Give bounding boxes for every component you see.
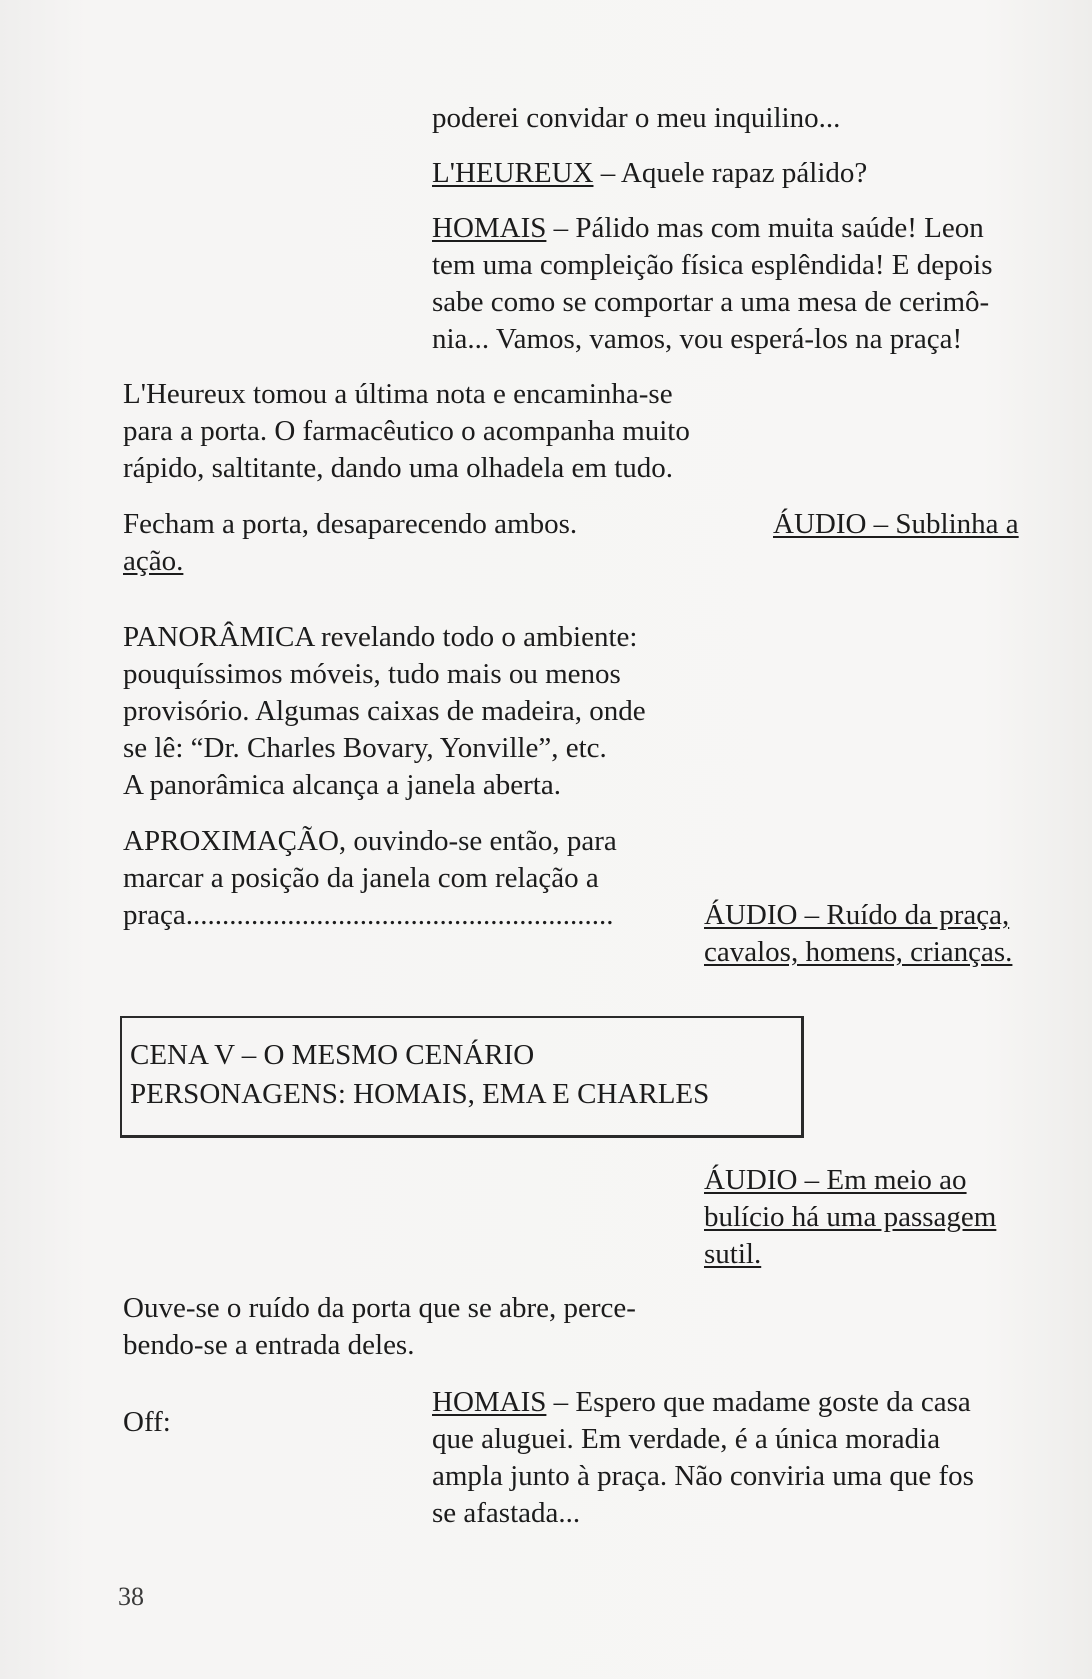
scene-title: CENA V – O MESMO CENÁRIO (130, 1039, 535, 1071)
action-line: pouquíssimos móveis, tudo mais ou menos (123, 658, 621, 690)
speaker-name: HOMAIS (432, 1386, 547, 1418)
action-line: L'Heureux tomou a última nota e encaminha-se (123, 378, 673, 410)
audio-cue: bulício há uma passagem (704, 1201, 997, 1233)
dialogue-line: poderei convidar o meu inquilino... (432, 102, 841, 134)
speaker-name: HOMAIS (432, 212, 547, 244)
audio-cue: ÁUDIO – Em meio ao (704, 1164, 967, 1196)
action-line: Fecham a porta, desaparecendo ambos. (123, 508, 578, 540)
audio-cue: sutil. (704, 1238, 762, 1270)
action-line: APROXIMAÇÃO, ouvindo-se então, para (123, 825, 617, 857)
action-line: marcar a posição da janela com relação a (123, 862, 599, 894)
dialogue-text: – Espero que madame goste da casa (546, 1386, 971, 1418)
action-line: ação. (123, 545, 184, 577)
audio-cue: cavalos, homens, crianças. (704, 936, 1013, 968)
dialogue-line: que aluguei. Em verdade, é a única moradia (432, 1423, 941, 1455)
action-line: bendo-se a entrada deles. (123, 1329, 415, 1361)
dialogue-text: – Pálido mas com muita saúde! Leon (546, 212, 984, 244)
scene-characters: PERSONAGENS: HOMAIS, EMA E CHARLES (130, 1078, 710, 1110)
action-line: A panorâmica alcança a janela aberta. (123, 769, 561, 801)
action-line: PANORÂMICA revelando todo o ambiente: (123, 621, 638, 653)
dialogue-line (432, 1384, 971, 1421)
audio-cue: ÁUDIO – Sublinha a (773, 508, 1019, 540)
page-number: 38 (118, 1582, 144, 1611)
dialogue-line (432, 210, 984, 247)
action-line: provisório. Algumas caixas de madeira, onde (123, 695, 646, 727)
off-label: Off: (123, 1406, 171, 1438)
speaker-name: L'HEUREUX (432, 157, 594, 189)
action-line: Ouve-se o ruído da porta que se abre, perce- (123, 1292, 636, 1324)
dialogue-line: ampla junto à praça. Não conviria uma que fos (432, 1460, 974, 1492)
audio-cue: ÁUDIO – Ruído da praça, (704, 899, 1010, 931)
action-line: rápido, saltitante, dando uma olhadela em tudo. (123, 452, 674, 484)
dialogue-line: nia... Vamos, vamos, vou esperá-los na praça! (432, 323, 963, 355)
action-line: se lê: “Dr. Charles Bovary, Yonville”, etc. (123, 732, 607, 764)
dialogue-line: sabe como se comportar a uma mesa de cerimô- (432, 286, 990, 318)
action-line: praça........................................................... (123, 899, 614, 931)
dialogue-text: – Aquele rapaz pálido? (593, 157, 868, 189)
action-line: para a porta. O farmacêutico o acompanha muito (123, 415, 690, 447)
dialogue-line: se afastada... (432, 1497, 581, 1529)
scene-heading-box (120, 1016, 804, 1138)
dialogue-line: tem uma compleição física esplêndida! E depois (432, 249, 993, 281)
dialogue-line (432, 155, 867, 192)
